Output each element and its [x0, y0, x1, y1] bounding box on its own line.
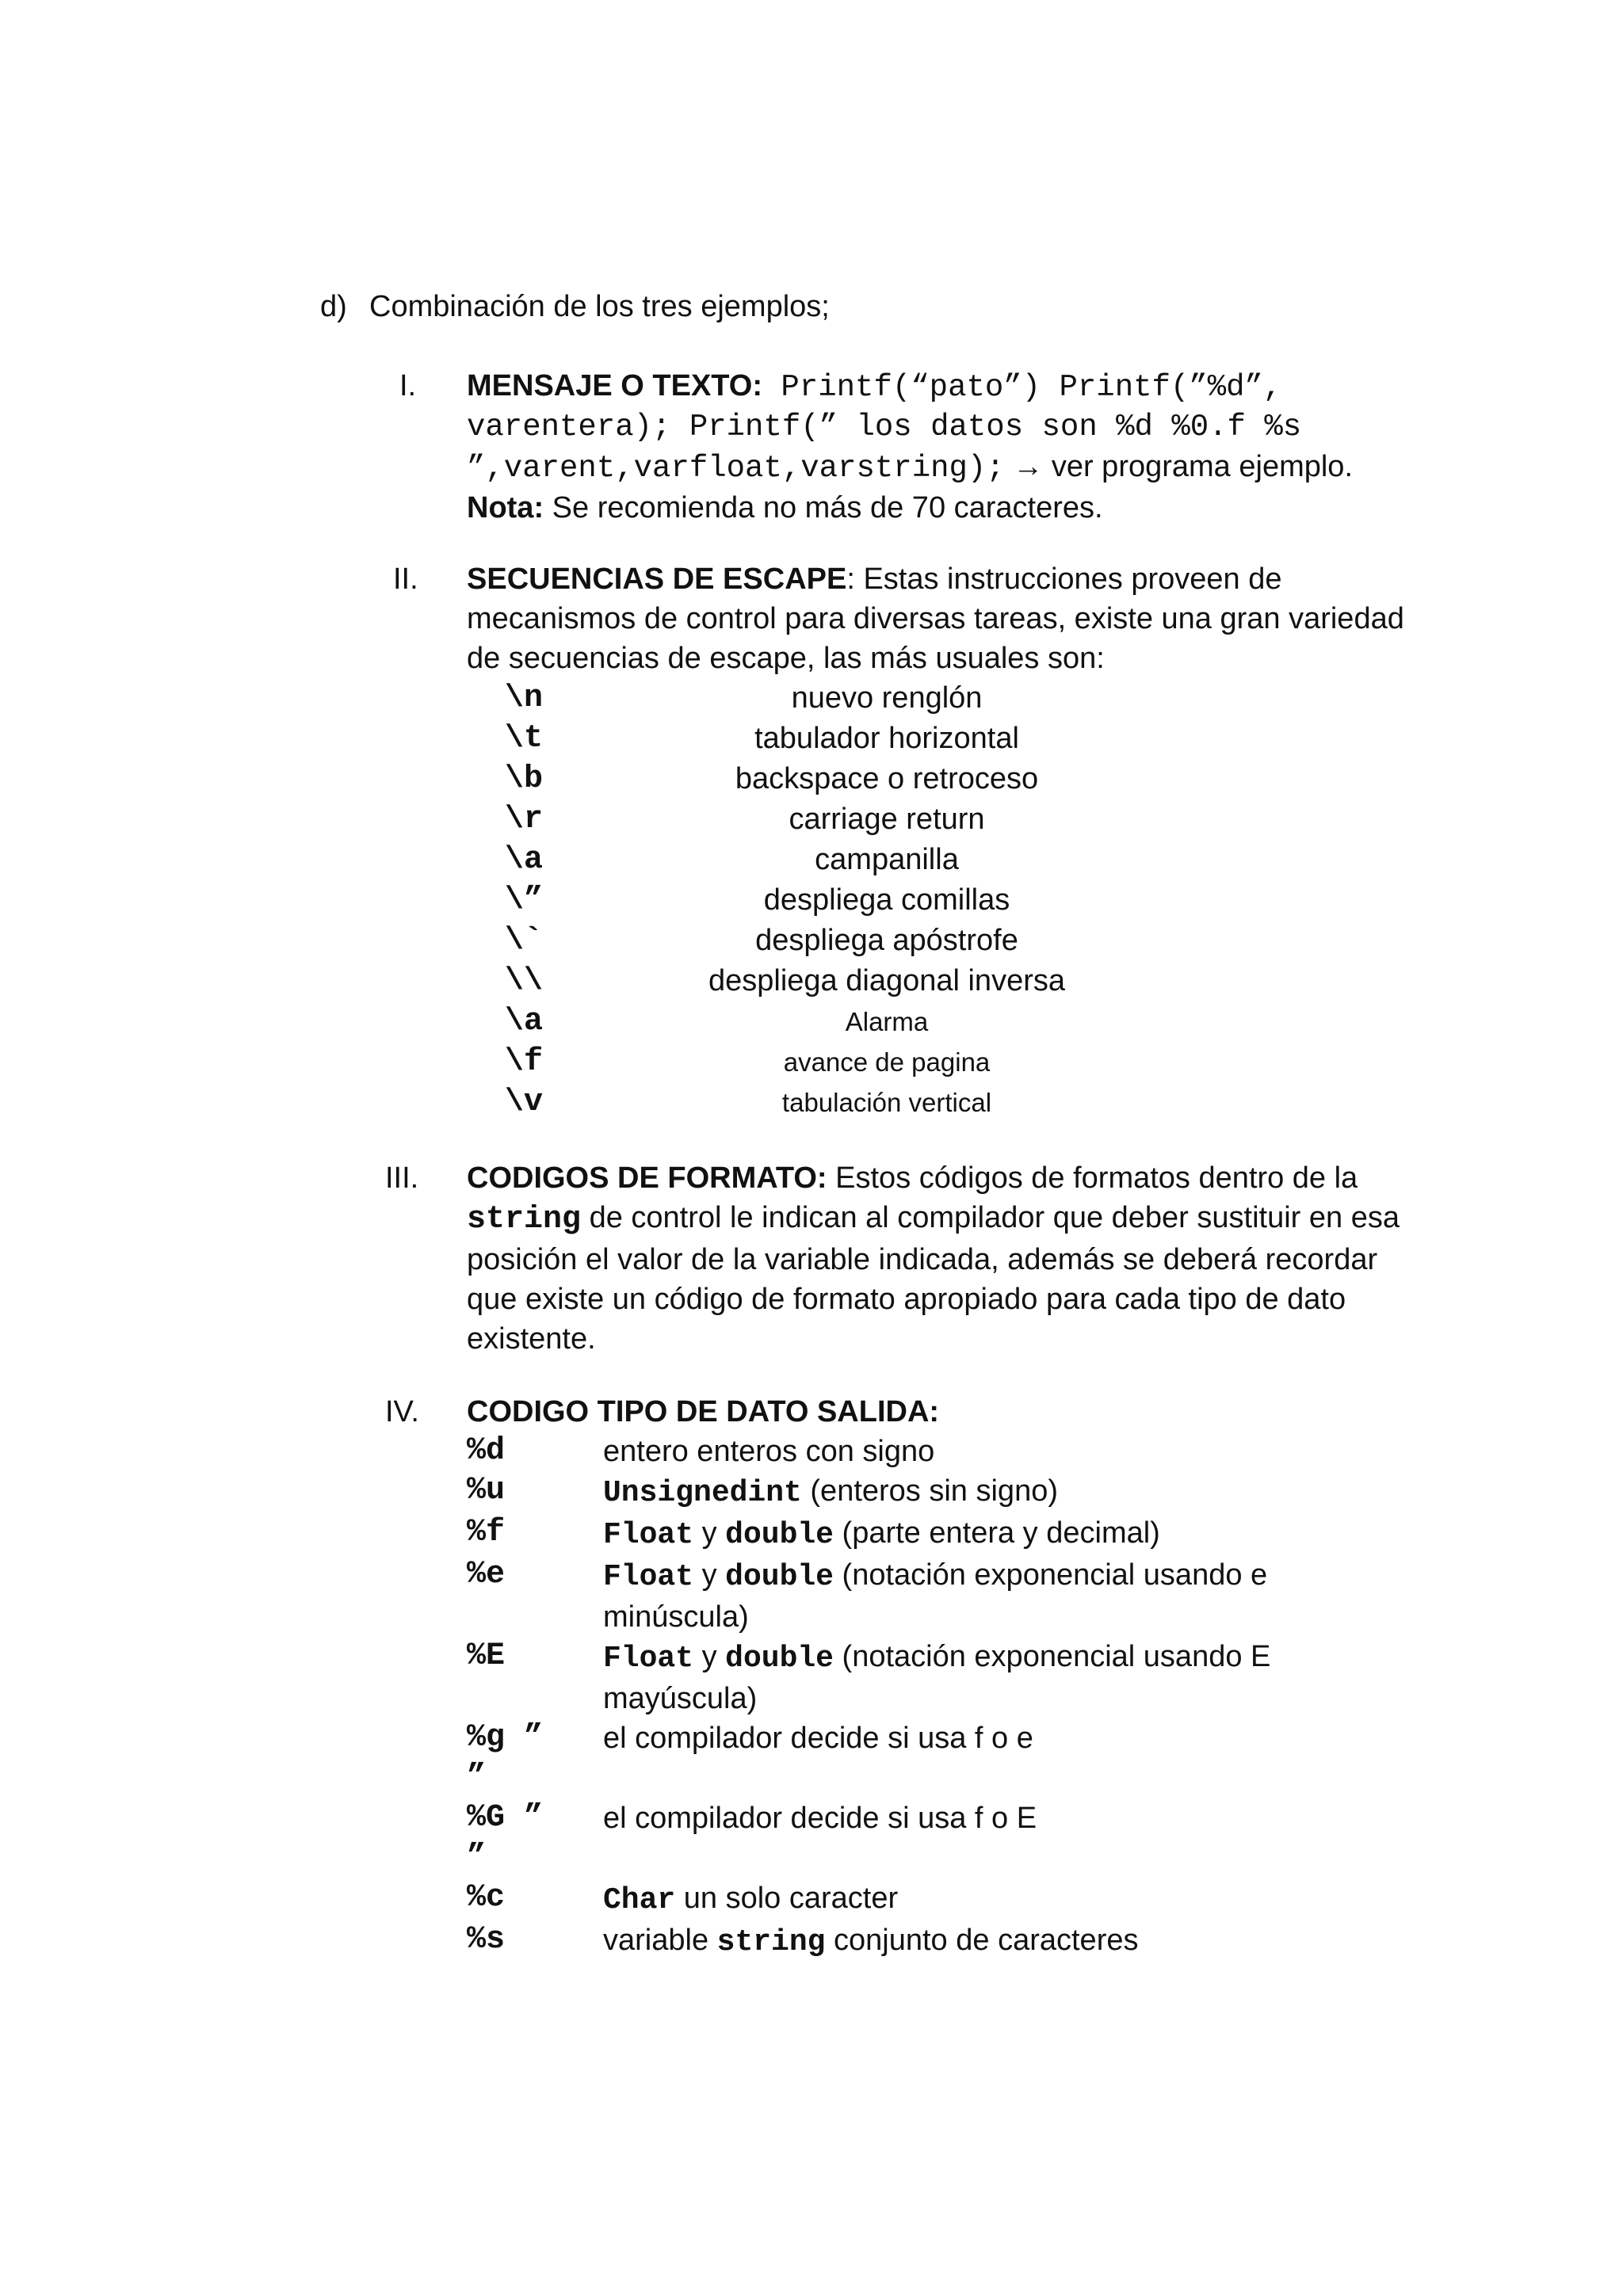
format-desc: (notación exponencial usando E mayúscula) — [603, 1640, 1271, 1715]
code-keyword: double — [725, 1642, 834, 1676]
escape-description: backspace o retroceso — [735, 762, 1039, 795]
format-desc: y — [693, 1558, 726, 1592]
format-code: %d — [467, 1433, 506, 1469]
code-keyword: Float — [603, 1518, 694, 1552]
escape-description: Alarma — [845, 1007, 929, 1036]
format-desc: el compilador decide si usa f o E — [603, 1802, 1037, 1835]
escape-code: \t — [505, 721, 544, 757]
code-line: varentera); Printf(” los datos son %d %0.f %s — [467, 410, 1302, 444]
format-desc: un solo caracter — [675, 1882, 899, 1915]
code-line: ”,varent,varfloat,varstring); — [467, 451, 1005, 486]
section-number: I. — [399, 369, 417, 402]
format-code: %u — [467, 1473, 506, 1508]
format-desc: variable — [603, 1924, 717, 1957]
section-content — [467, 559, 1410, 1123]
escape-description: carriage return — [789, 803, 985, 836]
escape-description: despliega apóstrofe — [755, 924, 1018, 957]
escape-code: \f — [505, 1044, 544, 1080]
section-title: CODIGO TIPO DE DATO SALIDA: — [467, 1395, 940, 1428]
escape-code: \” — [505, 883, 544, 918]
format-code: %G ” ” — [467, 1800, 544, 1875]
format-desc: conjunto de caracteres — [825, 1924, 1139, 1957]
format-desc: (enteros sin signo) — [801, 1474, 1058, 1508]
code-keyword: Char — [603, 1883, 676, 1917]
escape-sequence-row — [467, 678, 1410, 719]
format-row-s — [467, 1920, 1410, 1962]
escape-sequence-row — [467, 799, 1410, 840]
format-code: %f — [467, 1515, 506, 1550]
intro-line — [320, 287, 830, 326]
escape-description: despliega diagonal inversa — [708, 964, 1065, 997]
escape-description: despliega comillas — [763, 883, 1010, 917]
escape-sequence-list — [467, 678, 1410, 1123]
escape-sequence-row — [467, 961, 1410, 1001]
escape-sequence-row — [467, 921, 1410, 961]
format-row-c — [467, 1878, 1410, 1920]
format-code: %c — [467, 1880, 506, 1916]
section-number: III. — [385, 1161, 419, 1195]
format-row-G — [467, 1798, 1410, 1878]
code-keyword: double — [725, 1560, 834, 1594]
section-text: de control le indican al compilador que deber sustituir en esa posición el valor de la variable indicada, además se deberá recordar que existe un código de formato apropiado para cada tipo de dato existente. — [467, 1201, 1400, 1356]
code-keyword: string — [467, 1202, 582, 1238]
escape-sequence-row — [467, 1001, 1410, 1042]
escape-description: avance de pagina — [783, 1047, 991, 1077]
escape-description: tabulador horizontal — [754, 722, 1019, 755]
code-keyword: Unsignedint — [603, 1476, 802, 1510]
section-number: IV. — [385, 1395, 419, 1428]
section-content — [467, 1158, 1410, 1359]
format-code: %e — [467, 1557, 506, 1592]
escape-code: \a — [505, 842, 544, 878]
escape-sequence-row — [467, 880, 1410, 921]
format-code: %g ” ” — [467, 1720, 544, 1795]
arrow-note: → ver programa ejemplo. — [1004, 450, 1354, 483]
escape-code: \\ — [505, 963, 544, 999]
section-number: II. — [393, 563, 418, 596]
escape-sequence-row — [467, 719, 1410, 759]
escape-sequence-row — [467, 759, 1410, 799]
escape-code: \r — [505, 802, 544, 837]
format-row-g — [467, 1718, 1410, 1798]
intro-text: Combinación de los tres ejemplos; — [369, 290, 830, 323]
section-intro: : Estas instrucciones proveen de mecanismos de control para diversas tareas, existe una gran variedad de secuencias de escape, las más usuales son: — [467, 563, 1404, 675]
format-row-d — [467, 1432, 1410, 1471]
format-row-E — [467, 1637, 1410, 1718]
escape-code: \n — [505, 681, 544, 716]
code-line: Printf(“pato”) Printf(”%d”, — [762, 370, 1282, 405]
format-desc: (parte entera y decimal) — [833, 1516, 1160, 1550]
escape-description: nuevo renglón — [791, 681, 983, 715]
escape-sequence-row — [467, 1042, 1410, 1082]
format-code: %E — [467, 1638, 506, 1674]
format-row-u — [467, 1471, 1410, 1513]
escape-code: \b — [505, 761, 544, 797]
section-content — [467, 1392, 1410, 1962]
escape-code: \` — [505, 923, 544, 959]
format-desc: y — [693, 1516, 726, 1550]
format-code: %s — [467, 1922, 506, 1958]
section-title: SECUENCIAS DE ESCAPE — [467, 563, 847, 596]
section-title: CODIGOS DE FORMATO: — [467, 1161, 827, 1195]
escape-description: tabulación vertical — [781, 1088, 992, 1117]
escape-sequence-row — [467, 1082, 1410, 1123]
format-desc: y — [693, 1640, 726, 1673]
format-desc: el compilador decide si usa f o e — [603, 1722, 1033, 1755]
intro-label: d) — [320, 290, 347, 323]
format-desc: entero enteros con signo — [603, 1435, 935, 1468]
note-label: Nota: — [467, 491, 544, 524]
format-row-f — [467, 1513, 1410, 1555]
code-keyword: string — [716, 1925, 826, 1959]
code-keyword: Float — [603, 1642, 694, 1676]
format-row-e — [467, 1555, 1410, 1637]
escape-code: \a — [505, 1004, 544, 1039]
escape-sequence-row — [467, 840, 1410, 880]
section-title: MENSAJE O TEXTO: — [467, 369, 763, 402]
escape-code: \v — [505, 1085, 544, 1120]
code-keyword: Float — [603, 1560, 694, 1594]
note-text: Se recomienda no más de 70 caracteres. — [544, 491, 1103, 524]
escape-description: campanilla — [815, 843, 959, 876]
section-text: Estos códigos de formatos dentro de la — [827, 1161, 1358, 1195]
code-keyword: double — [725, 1518, 834, 1552]
section-content — [467, 366, 1410, 528]
format-desc: (notación exponencial usando e minúscula) — [603, 1558, 1268, 1634]
